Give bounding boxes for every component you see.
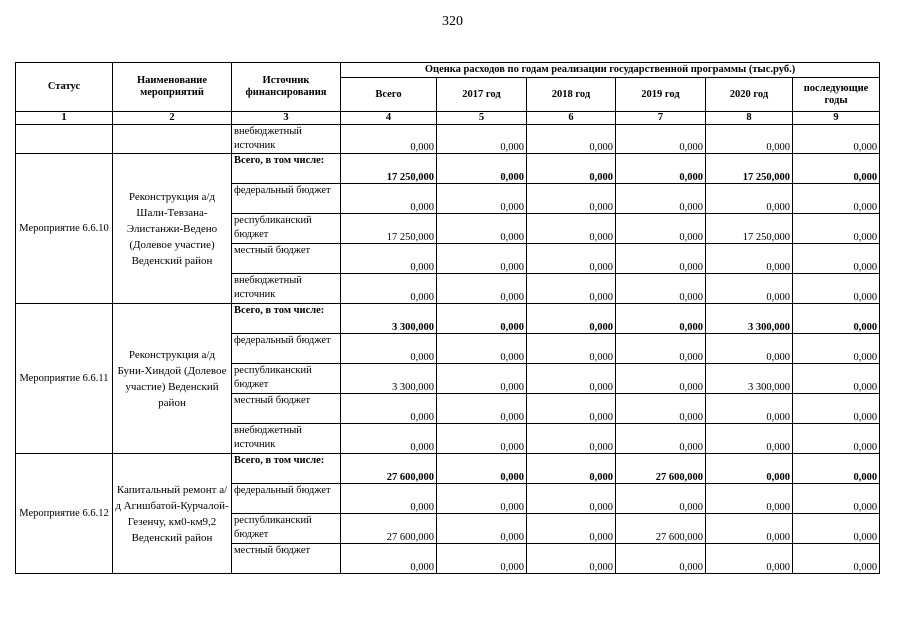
value-cell: 0,000 xyxy=(793,214,880,244)
event-name: Капитальный ремонт а/д Агишбатой-Курчалой-Гезенчу, км0-км9,2 Веденский район xyxy=(113,454,232,574)
value-cell: 0,000 xyxy=(793,484,880,514)
value-cell: 17 250,000 xyxy=(706,214,793,244)
event-cell-empty xyxy=(113,125,232,154)
page-number: 320 xyxy=(442,14,463,29)
value-cell: 0,000 xyxy=(341,394,437,424)
header-source: Источник финансирования xyxy=(232,63,341,112)
value-cell: 27 600,000 xyxy=(616,514,706,544)
table-row xyxy=(16,154,880,184)
value-cell: 0,000 xyxy=(616,154,706,184)
value-cell: 0,000 xyxy=(706,125,793,154)
value-cell: 0,000 xyxy=(437,274,527,304)
value-cell: 0,000 xyxy=(793,544,880,574)
value-cell: 0,000 xyxy=(706,394,793,424)
value-cell: 0,000 xyxy=(341,184,437,214)
value-cell: 0,000 xyxy=(706,514,793,544)
value-cell: 3 300,000 xyxy=(706,304,793,334)
value-cell: 17 250,000 xyxy=(341,154,437,184)
value-cell: 3 300,000 xyxy=(341,364,437,394)
table-row xyxy=(16,304,880,334)
value-cell: 0,000 xyxy=(616,334,706,364)
value-cell: 0,000 xyxy=(437,364,527,394)
value-cell: 3 300,000 xyxy=(341,304,437,334)
event-status: Мероприятие 6.6.12 xyxy=(16,454,113,574)
source-cell: внебюджетный источник xyxy=(232,274,341,304)
value-cell: 0,000 xyxy=(527,214,616,244)
value-cell: 0,000 xyxy=(527,304,616,334)
value-cell: 0,000 xyxy=(341,274,437,304)
value-cell: 0,000 xyxy=(793,274,880,304)
source-cell: республиканский бюджет xyxy=(232,214,341,244)
value-cell: 0,000 xyxy=(616,214,706,244)
col-number: 3 xyxy=(232,112,341,125)
source-cell: федеральный бюджет xyxy=(232,334,341,364)
header-year-later: последующие годы xyxy=(793,78,880,112)
column-numbers-row xyxy=(16,112,880,125)
value-cell: 0,000 xyxy=(437,214,527,244)
value-cell: 0,000 xyxy=(437,514,527,544)
source-cell: местный бюджет xyxy=(232,394,341,424)
source-cell: федеральный бюджет xyxy=(232,484,341,514)
value-cell: 0,000 xyxy=(793,244,880,274)
value-cell: 0,000 xyxy=(793,454,880,484)
source-cell: республиканский бюджет xyxy=(232,514,341,544)
header-status: Статус xyxy=(16,63,113,112)
source-cell: Всего, в том числе: xyxy=(232,304,341,334)
value-cell: 0,000 xyxy=(527,394,616,424)
status-cell-empty xyxy=(16,125,113,154)
header-year-2019: 2019 год xyxy=(616,78,706,112)
budget-table xyxy=(15,62,880,574)
source-cell: внебюджетный источник xyxy=(232,125,341,154)
value-cell: 0,000 xyxy=(793,154,880,184)
value-cell: 0,000 xyxy=(616,125,706,154)
col-number: 1 xyxy=(16,112,113,125)
value-cell: 0,000 xyxy=(616,544,706,574)
value-cell: 0,000 xyxy=(437,125,527,154)
value-cell: 0,000 xyxy=(706,484,793,514)
value-cell: 0,000 xyxy=(527,274,616,304)
value-cell: 0,000 xyxy=(706,544,793,574)
value-cell: 0,000 xyxy=(341,424,437,454)
source-cell: местный бюджет xyxy=(232,544,341,574)
table-row xyxy=(16,125,880,154)
value-cell: 17 250,000 xyxy=(341,214,437,244)
col-number: 8 xyxy=(706,112,793,125)
header-year-2018: 2018 год xyxy=(527,78,616,112)
value-cell: 0,000 xyxy=(341,244,437,274)
value-cell: 0,000 xyxy=(527,364,616,394)
value-cell: 0,000 xyxy=(437,304,527,334)
value-cell: 0,000 xyxy=(706,244,793,274)
value-cell: 0,000 xyxy=(341,544,437,574)
value-cell: 0,000 xyxy=(616,304,706,334)
value-cell: 0,000 xyxy=(793,514,880,544)
col-number: 7 xyxy=(616,112,706,125)
col-number: 4 xyxy=(341,112,437,125)
value-cell: 0,000 xyxy=(706,274,793,304)
value-cell: 0,000 xyxy=(793,364,880,394)
value-cell: 17 250,000 xyxy=(706,154,793,184)
value-cell: 0,000 xyxy=(527,334,616,364)
col-number: 6 xyxy=(527,112,616,125)
value-cell: 0,000 xyxy=(527,244,616,274)
value-cell: 0,000 xyxy=(527,514,616,544)
value-cell: 0,000 xyxy=(527,484,616,514)
col-number: 5 xyxy=(437,112,527,125)
value-cell: 0,000 xyxy=(616,394,706,424)
col-number: 2 xyxy=(113,112,232,125)
col-number: 9 xyxy=(793,112,880,125)
event-name: Реконструкция а/д Буни-Хиндой (Долевое участие) Веденский район xyxy=(113,304,232,454)
value-cell: 27 600,000 xyxy=(341,514,437,544)
value-cell: 0,000 xyxy=(706,424,793,454)
header-event-name: Наименование мероприятий xyxy=(113,63,232,112)
header-year-total: Всего xyxy=(341,78,437,112)
value-cell: 0,000 xyxy=(616,424,706,454)
value-cell: 0,000 xyxy=(616,364,706,394)
value-cell: 0,000 xyxy=(793,334,880,364)
value-cell: 0,000 xyxy=(616,184,706,214)
value-cell: 0,000 xyxy=(437,454,527,484)
value-cell: 0,000 xyxy=(527,544,616,574)
value-cell: 0,000 xyxy=(341,484,437,514)
value-cell: 0,000 xyxy=(527,454,616,484)
header-year-2020: 2020 год xyxy=(706,78,793,112)
value-cell: 0,000 xyxy=(793,424,880,454)
value-cell: 0,000 xyxy=(616,274,706,304)
value-cell: 0,000 xyxy=(527,424,616,454)
source-cell: местный бюджет xyxy=(232,244,341,274)
source-cell: внебюджетный источник xyxy=(232,424,341,454)
event-status: Мероприятие 6.6.11 xyxy=(16,304,113,454)
table-header xyxy=(16,63,880,125)
value-cell: 0,000 xyxy=(527,154,616,184)
event-name: Реконструкция а/д Шали-Тевзана-Элистанжи-Ведено (Долевое участие) Веденский район xyxy=(113,154,232,304)
value-cell: 0,000 xyxy=(437,484,527,514)
value-cell: 0,000 xyxy=(437,424,527,454)
value-cell: 0,000 xyxy=(341,334,437,364)
table-row xyxy=(16,454,880,484)
value-cell: 0,000 xyxy=(706,334,793,364)
value-cell: 0,000 xyxy=(793,394,880,424)
value-cell: 27 600,000 xyxy=(616,454,706,484)
header-estimate: Оценка расходов по годам реализации государственной программы (тыс.руб.) xyxy=(341,63,880,78)
value-cell: 0,000 xyxy=(437,244,527,274)
value-cell: 0,000 xyxy=(437,154,527,184)
source-cell: федеральный бюджет xyxy=(232,184,341,214)
value-cell: 27 600,000 xyxy=(341,454,437,484)
value-cell: 0,000 xyxy=(527,125,616,154)
value-cell: 0,000 xyxy=(616,244,706,274)
header-year-2017: 2017 год xyxy=(437,78,527,112)
value-cell: 0,000 xyxy=(341,125,437,154)
source-cell: Всего, в том числе: xyxy=(232,154,341,184)
value-cell: 0,000 xyxy=(437,334,527,364)
value-cell: 0,000 xyxy=(527,184,616,214)
value-cell: 0,000 xyxy=(437,184,527,214)
value-cell: 0,000 xyxy=(437,394,527,424)
value-cell: 3 300,000 xyxy=(706,364,793,394)
value-cell: 0,000 xyxy=(437,544,527,574)
event-status: Мероприятие 6.6.10 xyxy=(16,154,113,304)
value-cell: 0,000 xyxy=(793,125,880,154)
value-cell: 0,000 xyxy=(706,454,793,484)
value-cell: 0,000 xyxy=(793,304,880,334)
source-cell: республиканский бюджет xyxy=(232,364,341,394)
value-cell: 0,000 xyxy=(793,184,880,214)
source-cell: Всего, в том числе: xyxy=(232,454,341,484)
value-cell: 0,000 xyxy=(706,184,793,214)
value-cell: 0,000 xyxy=(616,484,706,514)
